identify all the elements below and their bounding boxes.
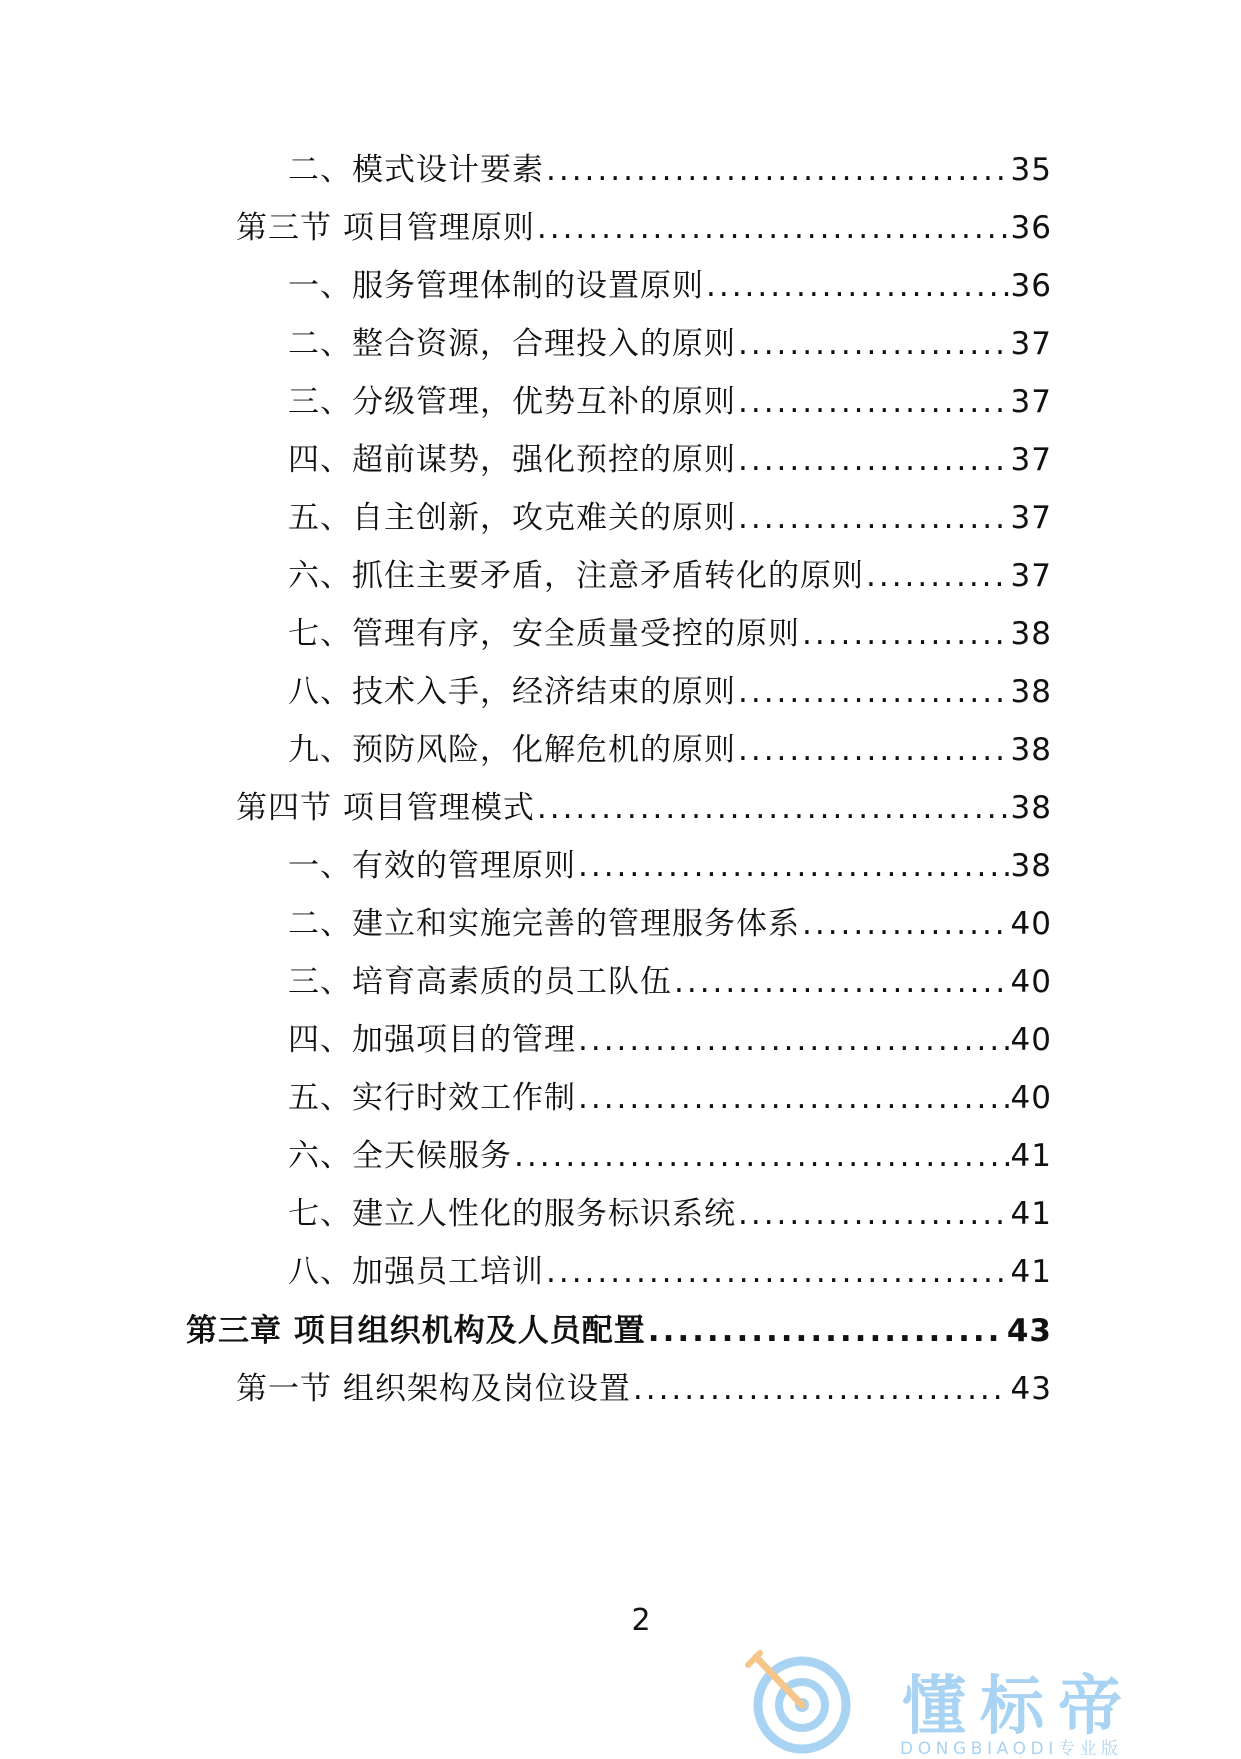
toc-entry[interactable] <box>288 667 1052 717</box>
toc-entry[interactable] <box>288 551 1052 601</box>
toc-leader-dots <box>514 1131 1009 1181</box>
toc-entry[interactable] <box>288 725 1052 775</box>
toc-entry-page: 38 <box>1010 732 1052 768</box>
toc-entry-page: 38 <box>1010 848 1052 884</box>
toc-entry[interactable] <box>288 841 1052 891</box>
toc-leader-dots <box>802 899 1009 949</box>
toc-entry[interactable] <box>288 899 1052 949</box>
toc-leader-dots <box>648 1306 1005 1356</box>
toc-entry-title: 四、加强项目的管理 <box>288 1022 576 1058</box>
toc-entry[interactable] <box>236 1364 1052 1414</box>
toc-entry[interactable] <box>288 1073 1052 1123</box>
toc-entry[interactable] <box>288 1247 1052 1297</box>
toc-entry-page: 36 <box>1010 268 1052 304</box>
toc-entry[interactable] <box>288 1015 1052 1065</box>
toc-entry-page: 40 <box>1010 964 1052 1000</box>
toc-leader-dots <box>738 319 1009 369</box>
toc-leader-dots <box>633 1364 1009 1414</box>
toc-entry-title: 二、整合资源，合理投入的原则 <box>288 326 736 362</box>
toc-entry-title: 七、建立人性化的服务标识系统 <box>288 1196 736 1232</box>
toc-leader-dots <box>738 377 1009 427</box>
toc-entry[interactable] <box>288 145 1052 195</box>
toc-leader-dots <box>802 609 1009 659</box>
toc-leader-dots <box>546 145 1009 195</box>
toc-entry[interactable] <box>288 319 1052 369</box>
toc-chapter-entry[interactable] <box>186 1306 1052 1356</box>
watermark-subtitle: DONGBIAODI专业版 <box>900 1739 1123 1759</box>
toc-leader-dots <box>578 1073 1009 1123</box>
toc-entry[interactable] <box>288 957 1052 1007</box>
toc-entry-title: 三、培育高素质的员工队伍 <box>288 964 672 1000</box>
toc-entry-title: 八、加强员工培训 <box>288 1254 544 1290</box>
toc-entry-page: 37 <box>1010 442 1052 478</box>
toc-leader-dots <box>738 493 1009 543</box>
toc-entry[interactable] <box>288 609 1052 659</box>
toc-entry-page: 37 <box>1010 558 1052 594</box>
toc-entry-page: 38 <box>1010 790 1052 826</box>
toc-entry-title: 三、分级管理，优势互补的原则 <box>288 384 736 420</box>
toc-leader-dots <box>537 783 1009 833</box>
page-number: 2 <box>631 1603 651 1638</box>
toc-entry-title: 五、实行时效工作制 <box>288 1080 576 1116</box>
toc-entry-page: 38 <box>1010 674 1052 710</box>
toc-leader-dots <box>738 667 1009 717</box>
toc-entry-page: 37 <box>1010 500 1052 536</box>
toc-leader-dots <box>738 725 1009 775</box>
toc-entry-page: 40 <box>1010 1022 1052 1058</box>
toc-entry[interactable] <box>288 1189 1052 1239</box>
toc-entry-title: 第三章 项目组织机构及人员配置 <box>186 1313 646 1349</box>
target-logo-icon <box>740 1645 852 1754</box>
toc-entry-page: 41 <box>1010 1196 1052 1232</box>
toc-entry-page: 38 <box>1010 616 1052 652</box>
watermark <box>740 1645 1220 1759</box>
toc-entry-page: 41 <box>1010 1254 1052 1290</box>
toc-entry-title: 六、全天候服务 <box>288 1138 512 1174</box>
toc-entry-page: 37 <box>1010 384 1052 420</box>
toc-entry-title: 一、服务管理体制的设置原则 <box>288 268 704 304</box>
toc-entry-title: 八、技术入手，经济结束的原则 <box>288 674 736 710</box>
toc-entry-page: 43 <box>1010 1371 1052 1407</box>
toc-entry-title: 六、抓住主要矛盾，注意矛盾转化的原则 <box>288 558 864 594</box>
toc-leader-dots <box>546 1247 1009 1297</box>
toc-entry-page: 37 <box>1010 326 1052 362</box>
toc-entry[interactable] <box>288 377 1052 427</box>
toc-entry-page: 35 <box>1010 152 1052 188</box>
toc-entry-title: 四、超前谋势，强化预控的原则 <box>288 442 736 478</box>
toc-entry-title: 二、建立和实施完善的管理服务体系 <box>288 906 800 942</box>
toc-entry-title: 七、管理有序，安全质量受控的原则 <box>288 616 800 652</box>
toc-entry-page: 43 <box>1006 1313 1052 1349</box>
toc-entry-title: 第三节 项目管理原则 <box>236 210 535 246</box>
toc-leader-dots <box>537 203 1009 253</box>
toc-entry-title: 五、自主创新，攻克难关的原则 <box>288 500 736 536</box>
toc-entry-page: 40 <box>1010 906 1052 942</box>
toc-leader-dots <box>738 1189 1009 1239</box>
toc-leader-dots <box>738 435 1009 485</box>
toc-entry[interactable] <box>236 203 1052 253</box>
toc-entry[interactable] <box>288 1131 1052 1181</box>
toc-leader-dots <box>706 261 1009 311</box>
toc-leader-dots <box>674 957 1009 1007</box>
toc-entry-title: 一、有效的管理原则 <box>288 848 576 884</box>
toc-leader-dots <box>866 551 1009 601</box>
toc-entry[interactable] <box>236 783 1052 833</box>
toc-entry-page: 36 <box>1010 210 1052 246</box>
watermark-brand: 懂标帝 <box>902 1670 1136 1744</box>
toc-entry-page: 40 <box>1010 1080 1052 1116</box>
toc-entry[interactable] <box>288 493 1052 543</box>
toc-leader-dots <box>578 841 1009 891</box>
toc-entry-page: 41 <box>1010 1138 1052 1174</box>
toc-entry-title: 第四节 项目管理模式 <box>236 790 535 826</box>
toc-entry[interactable] <box>288 261 1052 311</box>
toc-entry-title: 二、模式设计要素 <box>288 152 544 188</box>
toc-entry-title: 九、预防风险，化解危机的原则 <box>288 732 736 768</box>
toc-entry-title: 第一节 组织架构及岗位设置 <box>236 1371 631 1407</box>
toc-entry[interactable] <box>288 435 1052 485</box>
toc-leader-dots <box>578 1015 1009 1065</box>
